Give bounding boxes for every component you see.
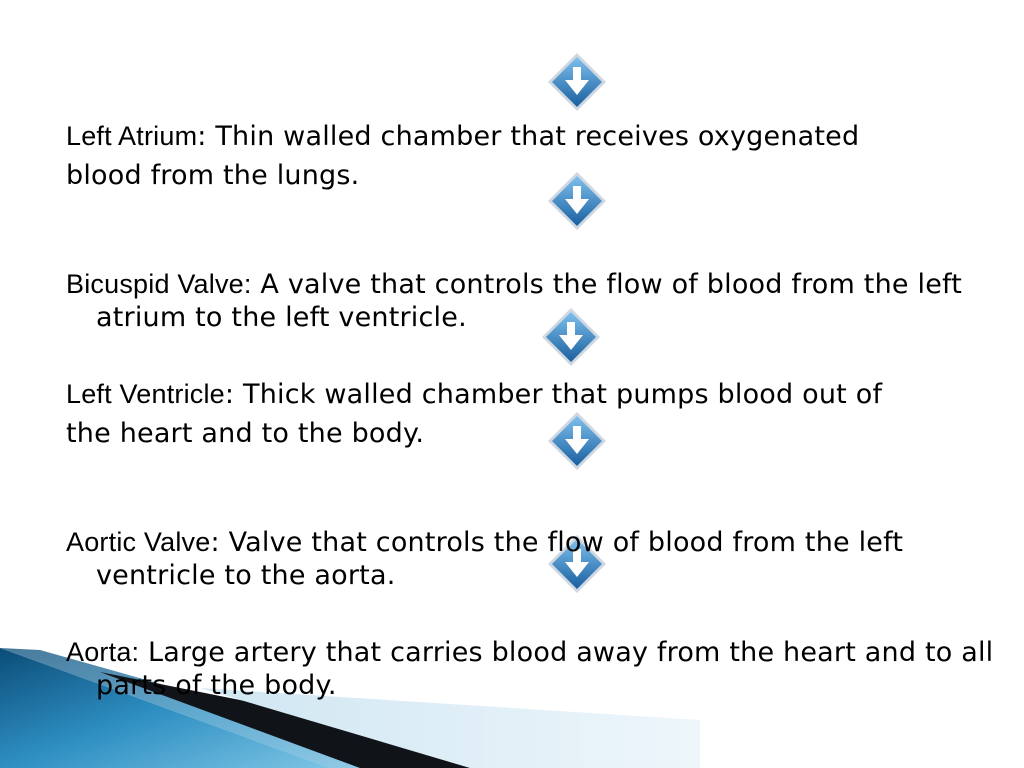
- entry-aorta: [66, 636, 996, 702]
- entry-bicuspid-valve: [66, 268, 996, 334]
- entry-term: Left Ventricle: [66, 379, 225, 409]
- entry-term: Bicuspid Valve:: [66, 269, 252, 299]
- entry-description: Valve that controls the flow of blood from the left ventricle to the aorta.: [96, 527, 904, 591]
- entry-continuation: the heart and to the body.: [66, 418, 425, 449]
- entry-description: Large artery that carries blood away from the heart and to all parts of the body.: [96, 637, 994, 701]
- down-arrow-diamond-icon: [546, 51, 608, 113]
- entry-description: A valve that controls the flow of blood from the left atrium to the left ventricle.: [96, 269, 963, 333]
- entry-term: Left Atrium: [66, 121, 198, 151]
- entry-description: Thin walled chamber that receives oxygenated: [215, 121, 860, 152]
- entry-aortic-valve: Aortic Valve: Valve that controls the flow of blood from the left ventricle to the aorta.: [66, 527, 904, 591]
- entry-description: Thick walled chamber that pumps blood out of: [243, 379, 883, 410]
- entry-term: Aortic Valve: [66, 527, 211, 557]
- entry-continuation: blood from the lungs.: [66, 160, 360, 191]
- entry-left-ventricle: Left Ventricle: Thick walled chamber that pumps blood out of the heart and to the body.: [66, 378, 996, 450]
- entry-left-atrium: Left Atrium: Thin walled chamber that receives oxygenated blood from the lungs.: [66, 120, 996, 192]
- entry-term: Aorta:: [66, 637, 140, 667]
